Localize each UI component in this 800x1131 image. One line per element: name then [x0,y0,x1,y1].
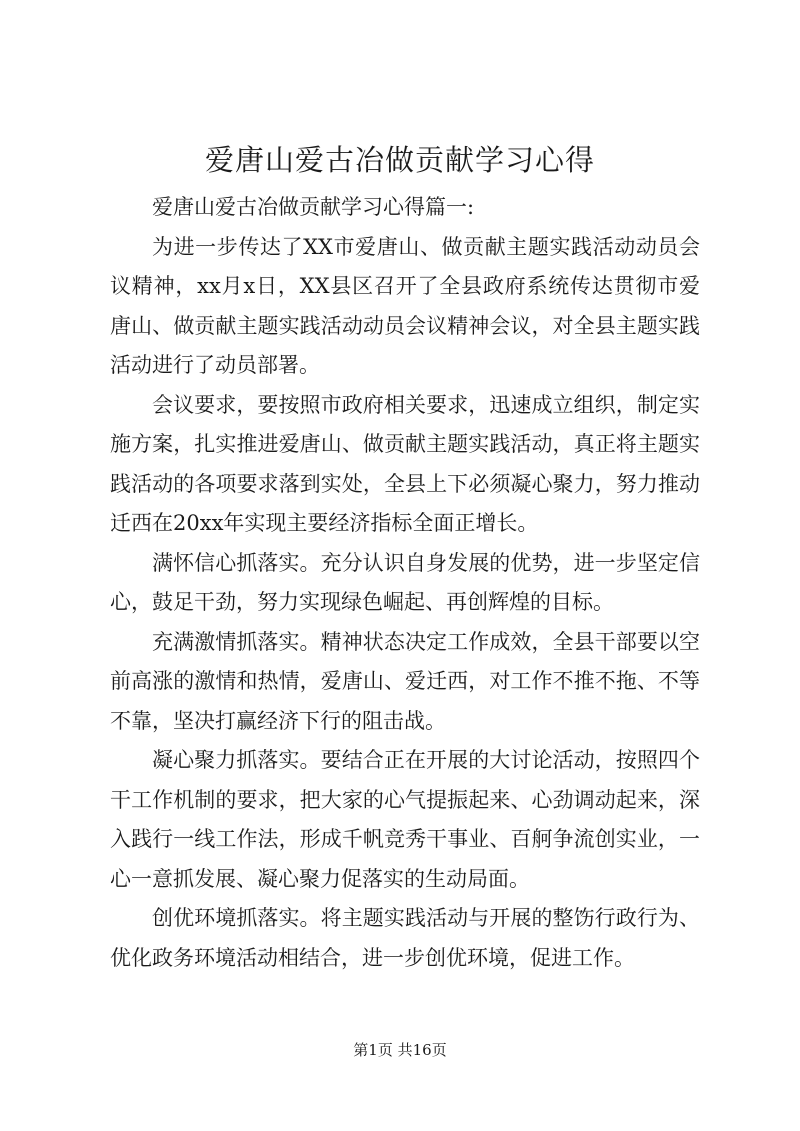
page-number-footer: 第1页 共16页 [353,1041,447,1059]
paragraph: 满怀信心抓落实。充分认识自身发展的优势，进一步坚定信心，鼓足干劲，努力实现绿色崛起、再创辉煌的目标。 [110,550,700,614]
paragraph: 会议要求，要按照市政府相关要求，迅速成立组织，制定实施方案，扎实推进爱唐山、做贡献主题实践活动，真正将主题实践活动的各项要求落到实处，全县上下必须凝心聚力，努力推动迁西在20xx年实现主要经济指标全面正增长。 [110,392,700,535]
paragraph-section-heading: 爱唐山爱古冶做贡献学习心得篇一: [152,195,475,219]
paragraph: 为进一步传达了XX市爱唐山、做贡献主题实践活动动员会议精神，xx月x日，XX县区召开了全县政府系统传达贯彻市爱唐山、做贡献主题实践活动动员会议精神会议，对全县主题实践活动进行了动员部署。 [110,234,700,377]
document-title: 爱唐山爱古冶做贡献学习心得 [204,143,595,177]
paragraph: 凝心聚力抓落实。要结合正在开展的大讨论活动，按照四个干工作机制的要求，把大家的心气提振起来、心劲调动起来，深入践行一线工作法，形成千帆竞秀干事业、百舸争流创实业，一心一意抓发展、凝心聚力促落实的生动局面。 [110,748,700,891]
paragraph: 充满激情抓落实。精神状态决定工作成效，全县干部要以空前高涨的激情和热情，爱唐山、爱迁西，对工作不推不拖、不等不靠，坚决打赢经济下行的阻击战。 [110,629,700,733]
paragraph: 创优环境抓落实。将主题实践活动与开展的整饬行政行为、优化政务环境活动相结合，进一步创优环境，促进工作。 [110,906,700,970]
document-body [110,188,700,978]
